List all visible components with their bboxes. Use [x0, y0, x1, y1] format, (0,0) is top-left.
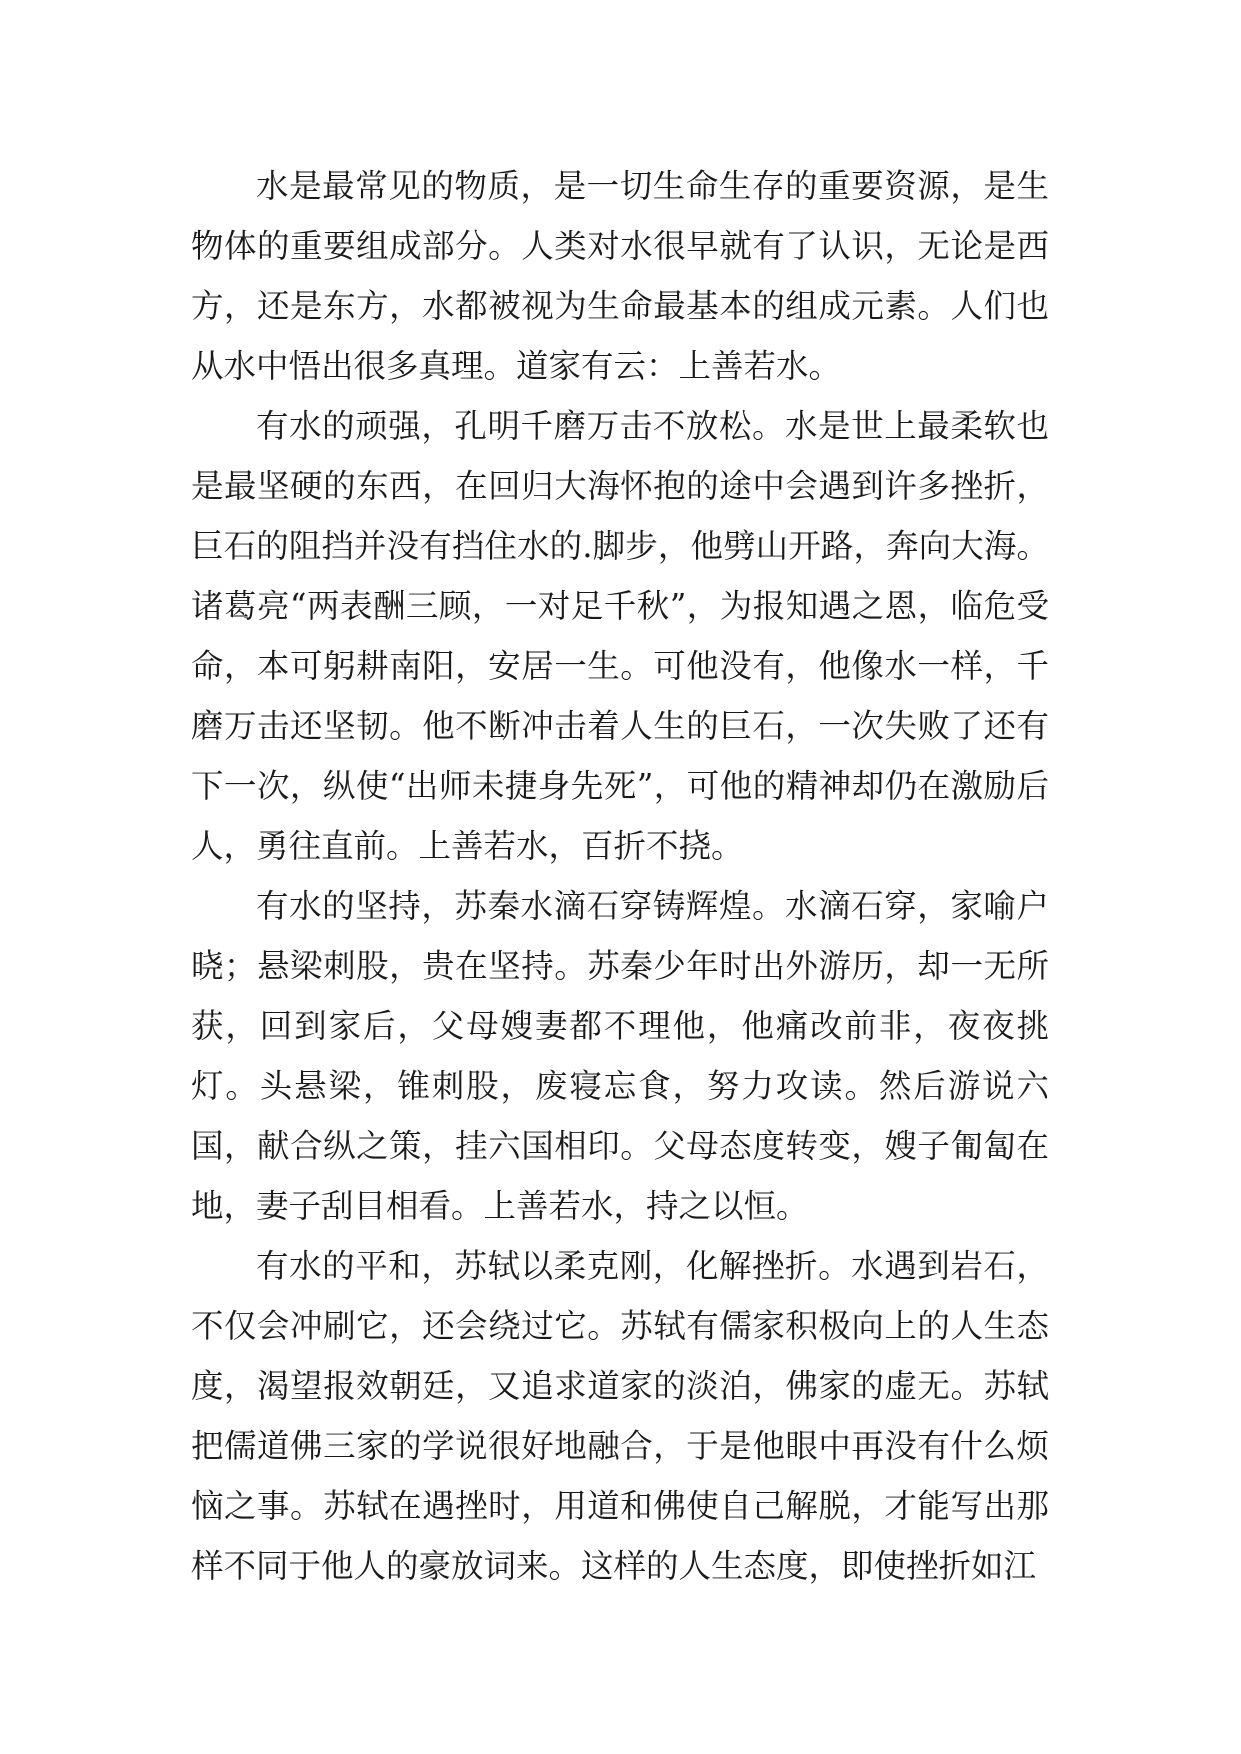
- paragraph-intro: 水是最常见的物质，是一切生命生存的重要资源，是生物体的重要组成部分。人类对水很早就有了认识，无论是西方，还是东方，水都被视为生命最基本的组成元素。人们也从水中悟出很多真理。道家有云：上善若水。: [191, 167, 1049, 385]
- paragraph-sushi: 有水的平和，苏轼以柔克刚，化解挫折。水遇到岩石，不仅会冲刷它，还会绕过它。苏轼有儒家积极向上的人生态度，渴望报效朝廷，又追求道家的淡泊，佛家的虚无。苏轼把儒道佛三家的学说很好地融合，于是他眼中再没有什么烦恼之事。苏轼在遇挫时，用道和佛使自己解脱，才能写出那样不同于他人的豪放词来。这样的人生态度，即使挫折如江: [191, 1247, 1049, 1585]
- paragraph-suqin: 有水的坚持，苏秦水滴石穿铸辉煌。水滴石穿，家喻户晓；悬梁刺股，贵在坚持。苏秦少年时出外游历，却一无所获，回到家后，父母嫂妻都不理他，他痛改前非，夜夜挑灯。头悬梁，锥刺股，废寝忘食，努力攻读。然后游说六国，献合纵之策，挂六国相印。父母态度转变，嫂子匍匐在地，妻子刮目相看。上善若水，持之以恒。: [191, 887, 1049, 1225]
- document-body: [191, 156, 1049, 1596]
- paragraph-kongming: 有水的顽强，孔明千磨万击不放松。水是世上最柔软也是最坚硬的东西，在回归大海怀抱的途中会遇到许多挫折，巨石的阻挡并没有挡住水的.脚步，他劈山开路，奔向大海。诸葛亮“两表酬三顾，一对足千秋”，为报知遇之恩，临危受命，本可躬耕南阳，安居一生。可他没有，他像水一样，千磨万击还坚韧。他不断冲击着人生的巨石，一次失败了还有下一次，纵使“出师未捷身先死”，可他的精神却仍在激励后人，勇往直前。上善若水，百折不挠。: [191, 407, 1049, 865]
